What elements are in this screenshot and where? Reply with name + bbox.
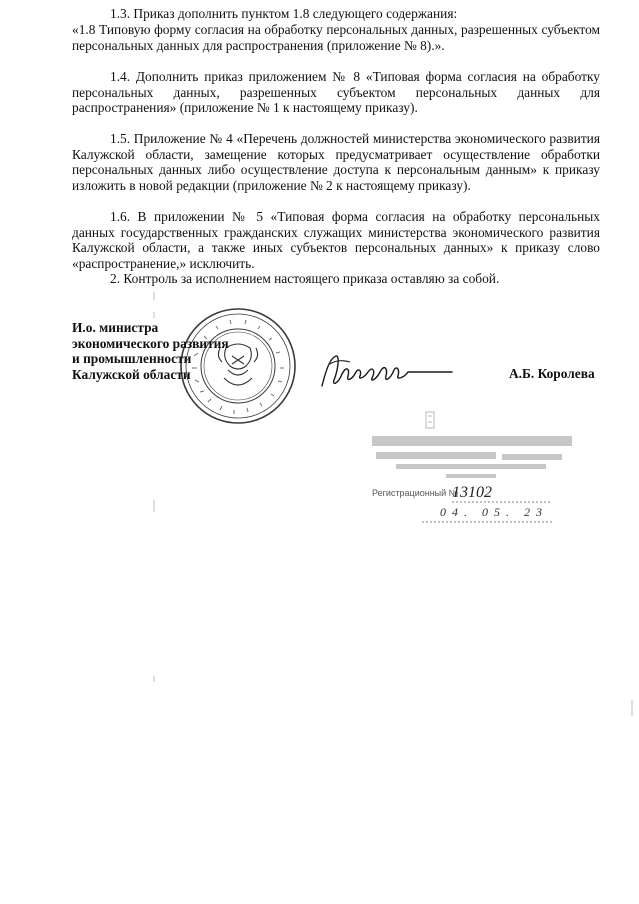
paragraph-1-4: 1.4. Дополнить приказ приложением № 8 «Типовая форма согласия на обработку персональных данных, разрешенных субъектом персональных данных для распространения» (приложение № 1 к настоящему приказу). [72,69,600,116]
paragraph-1-5: 1.5. Приложение № 4 «Перечень должностей министерства экономического развития Калужской области, замещение которых предусматривает осуществление обработки персональных данных либо осуществление доступа к персональным данным» к приказу изложить в новой редакции (приложение № 2 к настоящему приказу). [72,131,600,193]
signatory-name: А.Б. Королева [509,366,595,381]
paragraph-1-3: 1.3. Приказ дополнить пунктом 1.8 следующего содержания: [110,6,458,21]
signatory-title-block [72,320,229,382]
signatory-line-1: И.о. министра [72,320,159,335]
paragraph-2: 2. Контроль за исполнением настоящего приказа оставляю за собой. [110,271,500,286]
signatory-line-3: и промышленности [72,351,192,367]
registration-number: 13102 [452,484,492,501]
paragraph-1-8-quote: «1.8 Типовую форму согласия на обработку персональных данных, разрешенных субъектом персональных данных для распространения (приложение № 8).». [72,22,600,53]
paragraph-1-6: 1.6. В приложении № 5 «Типовая форма согласия на обработку персональных данных государственных гражданских служащих министерства экономического развития Калужской области, а также иных субъектов персональных данных» к приказу слово «распространение,» исключить. [72,209,600,271]
signatory-line-2: экономического развития [72,335,229,351]
registration-label: Регистрационный № [372,488,459,498]
registration-date: 04. 05. 23 [440,505,548,519]
signatory-line-4: Калужской области [72,366,191,382]
handwritten-signature-icon [316,350,456,392]
